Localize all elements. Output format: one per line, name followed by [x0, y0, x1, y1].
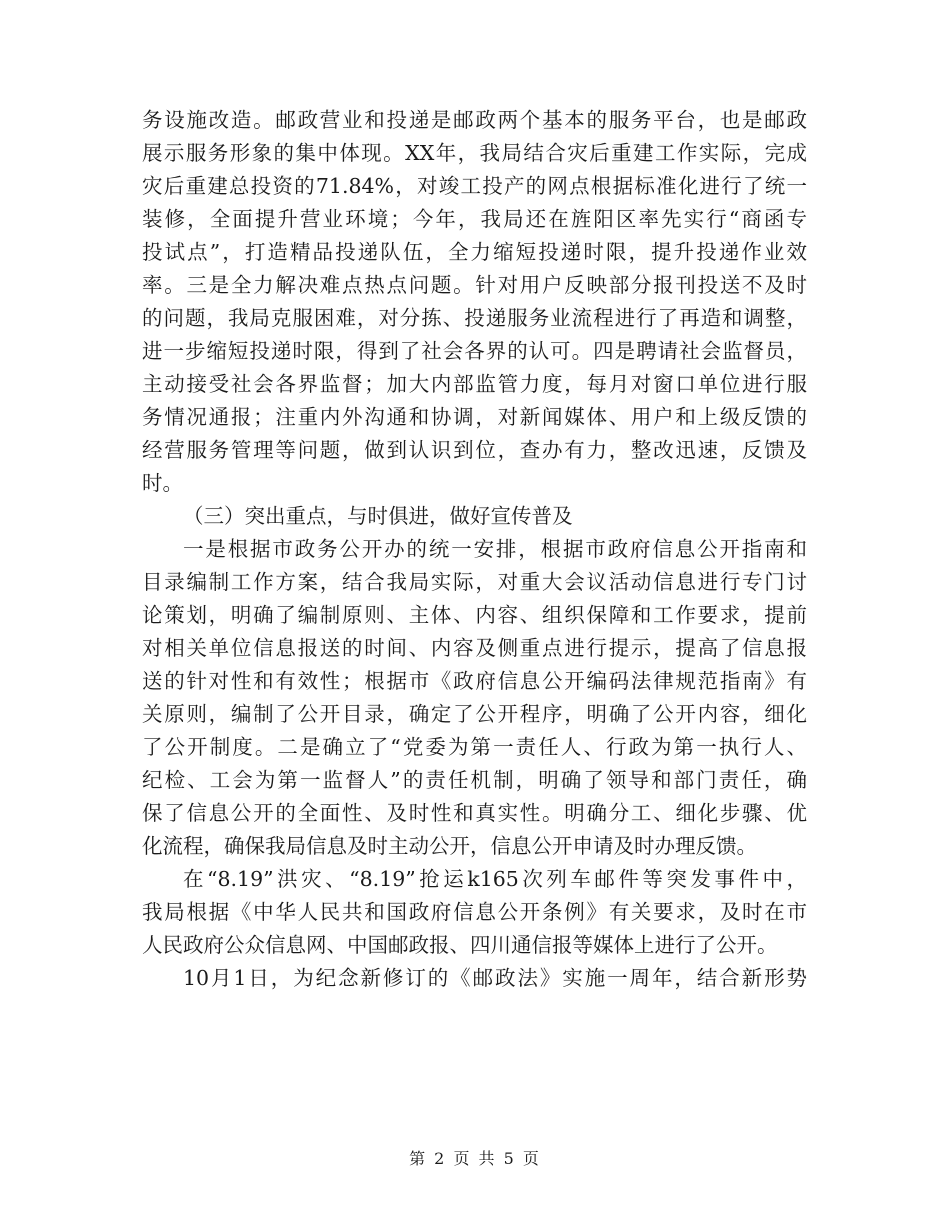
text-line: 我局根据《中华人民共和国政府信息公开条例》有关要求，及时在市	[142, 900, 807, 924]
text-line: 率。三是全力解决难点热点问题。针对用户反映部分报刊投送不及时	[142, 273, 807, 297]
text-line: 务设施改造。邮政营业和投递是邮政两个基本的服务平台，也是邮政	[142, 108, 807, 132]
text-line: 主动接受社会各界监督；加大内部监管力度，每月对窗口单位进行服	[142, 372, 807, 396]
text-line: 在“8.19”洪灾、“8.19”抢运k165次列车邮件等突发事件中，	[183, 867, 807, 891]
text-line: 目录编制工作方案，结合我局实际，对重大会议活动信息进行专门讨	[142, 570, 807, 594]
text-line: 经营服务管理等问题，做到认识到位，查办有力，整改迅速，反馈及	[142, 438, 807, 462]
text-line: （三）突出重点，与时俱进，做好宣传普及	[183, 504, 573, 528]
text-line: 务情况通报；注重内外沟通和协调，对新闻媒体、用户和上级反馈的	[142, 405, 807, 429]
text-line: 进一步缩短投递时限，得到了社会各界的认可。四是聘请社会监督员，	[142, 339, 807, 363]
text-line: 10月1日，为纪念新修订的《邮政法》实施一周年，结合新形势	[183, 966, 807, 990]
text-line: 的问题，我局克服困难，对分拣、投递服务业流程进行了再造和调整，	[142, 306, 807, 330]
page-number-footer: 第 2 页 共 5 页	[409, 1149, 541, 1168]
text-line: 论策划，明确了编制原则、主体、内容、组织保障和工作要求，提前	[142, 603, 807, 627]
text-line: 送的针对性和有效性；根据市《政府信息公开编码法律规范指南》有	[142, 669, 807, 693]
text-line: 对相关单位信息报送的时间、内容及侧重点进行提示，提高了信息报	[142, 636, 807, 660]
text-line: 人民政府公众信息网、中国邮政报、四川通信报等媒体上进行了公开。	[142, 933, 778, 957]
text-line: 装修，全面提升营业环境；今年，我局还在旌阳区率先实行“商函专	[142, 207, 807, 231]
text-line: 关原则，编制了公开目录，确定了公开程序，明确了公开内容，细化	[142, 702, 807, 726]
text-line: 灾后重建总投资的71.84%，对竣工投产的网点根据标准化进行了统一	[142, 174, 807, 198]
text-line: 纪检、工会为第一监督人”的责任机制，明确了领导和部门责任，确	[142, 768, 807, 792]
text-line: 一是根据市政务公开办的统一安排，根据市政府信息公开指南和	[183, 537, 807, 561]
body-text	[142, 104, 807, 995]
text-line: 化流程，确保我局信息及时主动公开，信息公开申请及时办理反馈。	[142, 834, 757, 858]
text-line: 了公开制度。二是确立了“党委为第一责任人、行政为第一执行人、	[142, 735, 807, 759]
text-line: 展示服务形象的集中体现。XX年，我局结合灾后重建工作实际，完成	[142, 141, 807, 165]
text-line: 时。	[142, 471, 183, 495]
text-line: 投试点”，打造精品投递队伍，全力缩短投递时限，提升投递作业效	[142, 240, 807, 264]
text-line: 保了信息公开的全面性、及时性和真实性。明确分工、细化步骤、优	[142, 801, 807, 825]
